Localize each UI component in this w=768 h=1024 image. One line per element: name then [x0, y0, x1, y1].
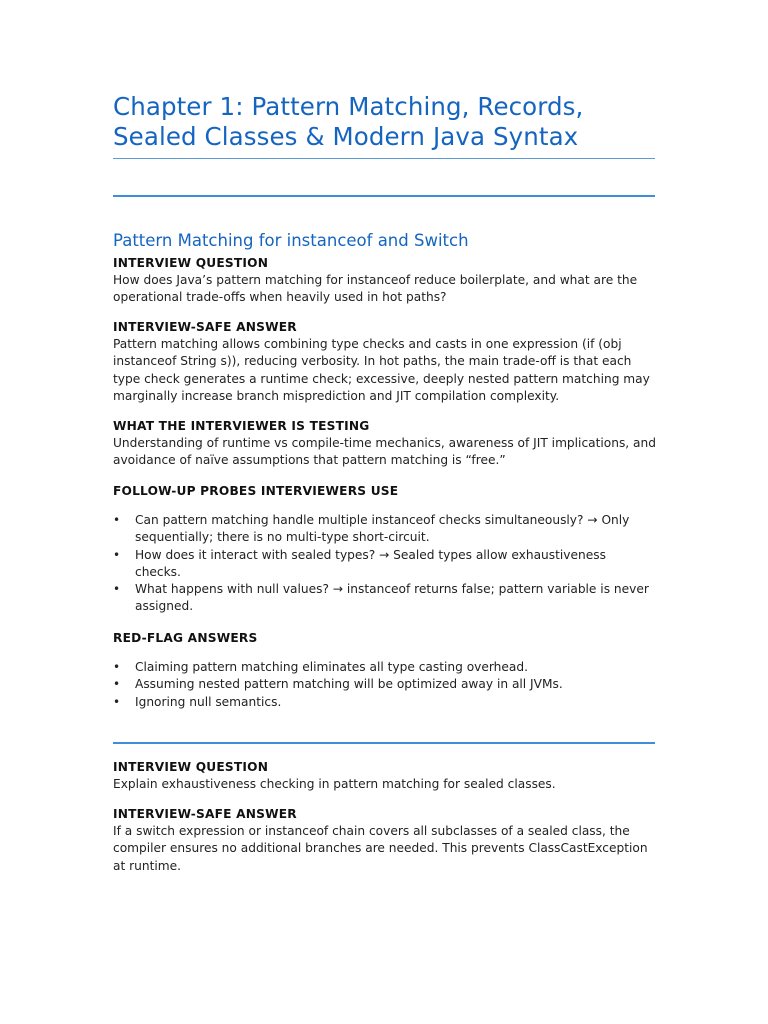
- section-divider: [113, 742, 655, 744]
- interview-question-text: Explain exhaustiveness checking in pattern matching for sealed classes.: [113, 777, 556, 791]
- title-underline: [113, 158, 655, 159]
- bullet-icon: •: [113, 513, 121, 527]
- interview-question-text: How does Java’s pattern matching for instanceof reduce boilerplate, and what are the operational trade-offs when heavily used in hot paths?: [113, 273, 638, 305]
- list-item: • Claiming pattern matching eliminates all type casting overhead.: [113, 659, 653, 676]
- section-heading: Pattern Matching for instanceof and Switch: [113, 231, 469, 250]
- bullet-icon: •: [113, 694, 121, 709]
- list-item: • Can pattern matching handle multiple instanceof checks simultaneously? → Only sequentially; there is no multi-type short-circuit.: [113, 513, 630, 545]
- interview-question-label: INTERVIEW QUESTION: [113, 256, 269, 270]
- section-divider: [113, 195, 655, 197]
- red-flag-answers-list: [113, 659, 653, 711]
- bullet-icon: •: [113, 582, 121, 597]
- bullet-icon: •: [113, 677, 121, 692]
- interviewer-testing-label: WHAT THE INTERVIEWER IS TESTING: [113, 419, 370, 433]
- list-item: • Ignoring null semantics.: [113, 694, 653, 711]
- list-item: • What happens with null values? → instanceof returns false; pattern variable is never assigned.: [113, 582, 649, 614]
- interview-safe-answer-label: INTERVIEW-SAFE ANSWER: [113, 320, 297, 334]
- red-flag-answers-label: RED-FLAG ANSWERS: [113, 631, 258, 645]
- bullet-icon: •: [113, 660, 121, 674]
- list-item: • Assuming nested pattern matching will be optimized away in all JVMs.: [113, 676, 653, 693]
- interview-safe-answer-text: If a switch expression or instanceof chain covers all subclasses of a sealed class, the compiler ensures no additional branches are needed. This prevents ClassCastException at runtime.: [113, 824, 648, 873]
- interview-safe-answer-text: Pattern matching allows combining type checks and casts in one expression (if (obj instanceof String s)), reducing verbosity. In hot paths, the main trade-off is that each type check generates a runtime check; excessive, deeply nested pattern matching may marginally increase branch misprediction and JIT compilation complexity.: [113, 337, 650, 403]
- interview-question-label: INTERVIEW QUESTION: [113, 760, 269, 774]
- interviewer-testing-text: Understanding of runtime vs compile-time mechanics, awareness of JIT implications, and avoidance of naïve assumptions that pattern matching is “free.”: [113, 436, 656, 468]
- chapter-title: Chapter 1: Pattern Matching, Records, Sealed Classes & Modern Java Syntax: [113, 92, 584, 151]
- bullet-icon: •: [113, 547, 121, 562]
- follow-up-probes-list: [113, 512, 653, 616]
- follow-up-probes-label: FOLLOW-UP PROBES INTERVIEWERS USE: [113, 484, 399, 498]
- list-item: • How does it interact with sealed types? → Sealed types allow exhaustiveness checks.: [113, 547, 606, 579]
- interview-safe-answer-label: INTERVIEW-SAFE ANSWER: [113, 807, 297, 821]
